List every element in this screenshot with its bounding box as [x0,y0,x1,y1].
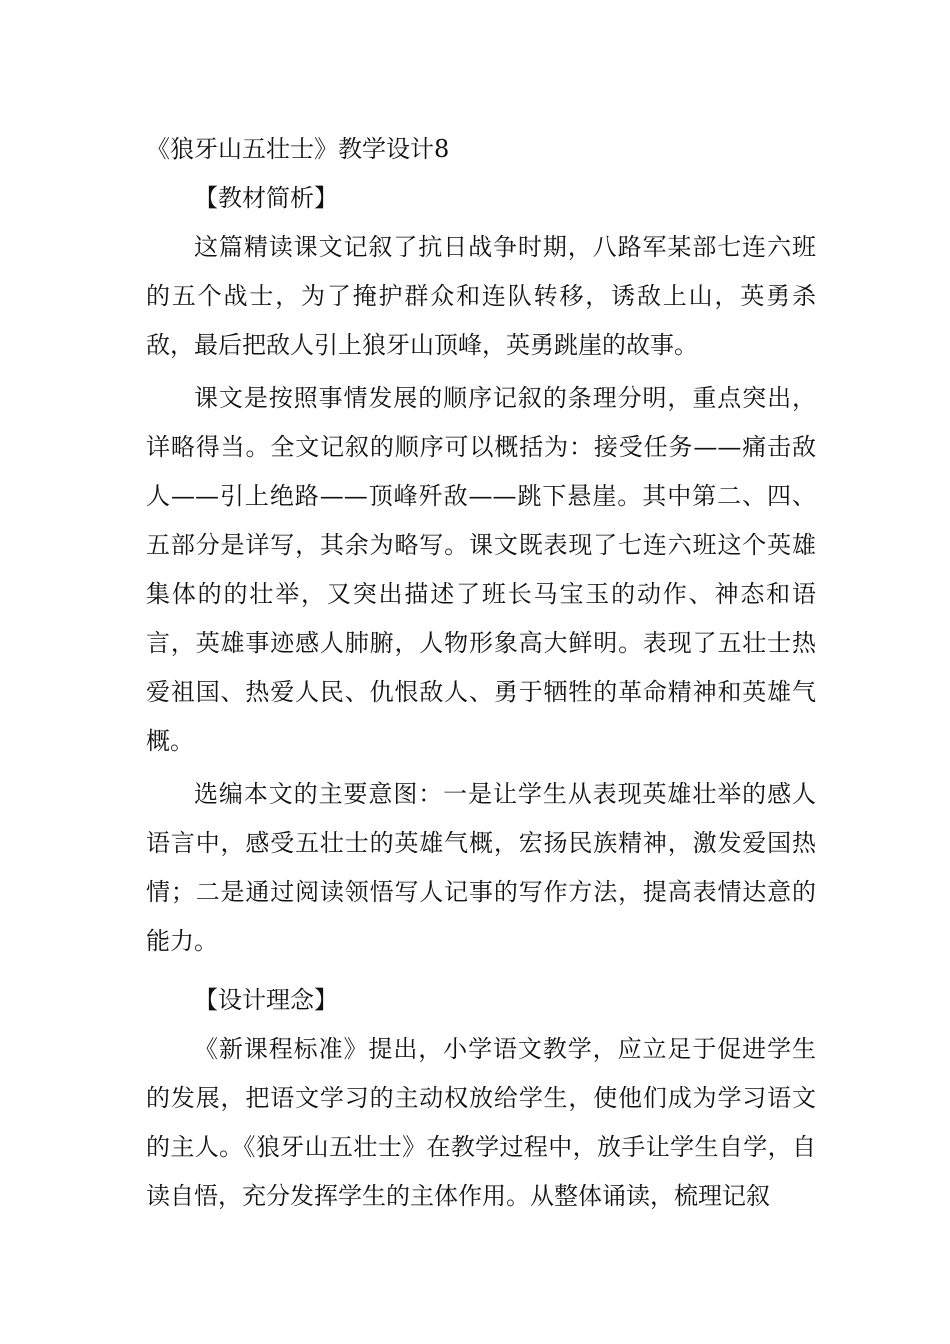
document-body [146,125,816,1225]
section-heading-textbook-analysis: 【教材简析】 [194,184,338,212]
paragraph-structure: 课文是按照事情发展的顺序记叙的条理分明，重点突出，详略得当。全文记叙的顺序可以概括为：接受任务——痛击敌人——引上绝路——顶峰歼敌——跳下悬崖。其中第二、四、五部分是详写，其余为略写。课文既表现了七连六班这个英雄集体的的壮举，又突出描述了班长马宝玉的动作、神态和语言，英雄事迹感人肺腑，人物形象高大鲜明。表现了五壮士热爱祖国、热爱人民、仇恨敌人、勇于牺牲的革命精神和英雄气概。 [146,384,816,755]
paragraph-summary: 这篇精读课文记叙了抗日战争时期，八路军某部七连六班的五个战士，为了掩护群众和连队转移，诱敌上山，英勇杀敌，最后把敌人引上狼牙山顶峰，英勇跳崖的故事。 [146,233,816,359]
section-heading-design-concept: 【设计理念】 [194,986,338,1014]
paragraph-concept: 《新课程标准》提出，小学语文教学，应立足于促进学生的发展，把语文学习的主动权放给学生，使他们成为学习语文的主人。《狼牙山五壮士》在教学过程中，放手让学生自学，自读自悟，充分发挥学生的主体作用。从整体诵读，梳理记叙 [146,1035,816,1210]
paragraph-intent: 选编本文的主要意图：一是让学生从表现英雄壮举的感人语言中，感受五壮士的英雄气概，宏扬民族精神，激发爱国热情；二是通过阅读领悟写人记事的写作方法，提高表情达意的能力。 [146,780,816,955]
document-title: 《狼牙山五壮士》教学设计8 [146,135,450,163]
